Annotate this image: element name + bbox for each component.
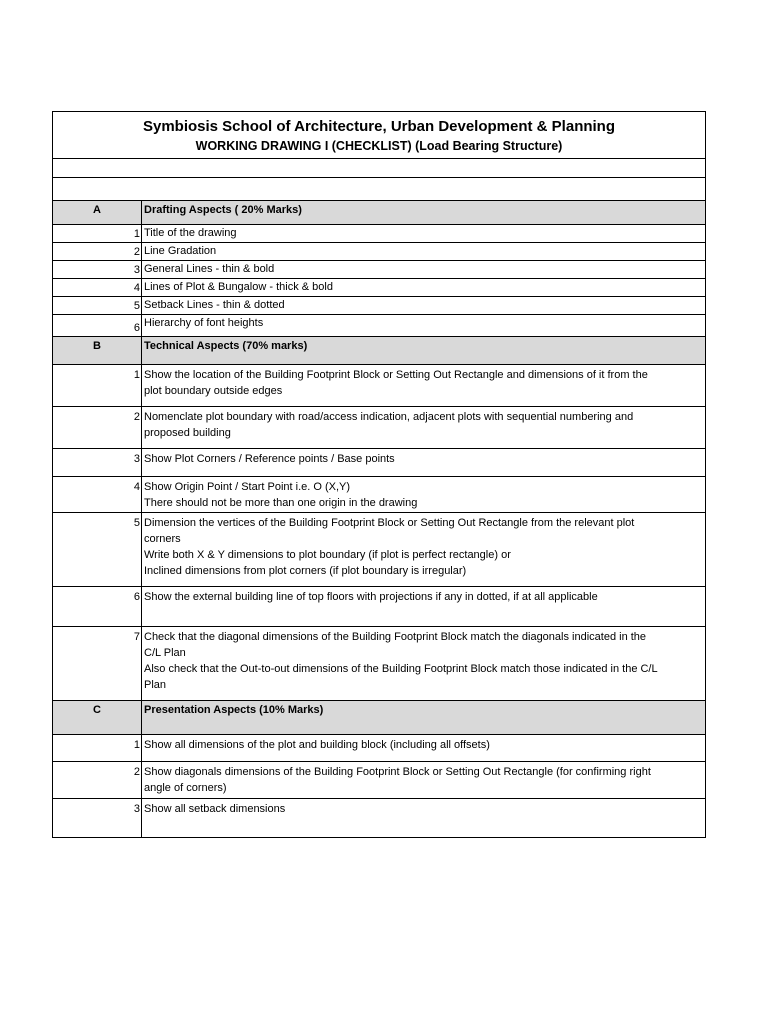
item-line: Hierarchy of font heights <box>144 317 264 329</box>
item-line: Show the external building line of top floors with projections if any in dotted, if at all applicable <box>144 591 598 603</box>
item-line: Line Gradation <box>144 245 217 257</box>
item-number: 4 <box>53 279 142 297</box>
item-number: 5 <box>53 513 142 587</box>
item-text <box>142 225 706 243</box>
checklist-row <box>53 735 706 762</box>
checklist-row <box>53 449 706 477</box>
item-line: C/L Plan <box>144 647 186 659</box>
section-row-b <box>53 337 706 365</box>
item-text <box>142 735 706 762</box>
title-cell <box>53 112 706 159</box>
item-number: 5 <box>53 297 142 315</box>
item-line: Also check that the Out-to-out dimensions of the Building Footprint Block match those indicated in the C/L <box>144 663 658 675</box>
item-line: Nomenclate plot boundary with road/access indication, adjacent plots with sequential numbering and <box>144 411 634 423</box>
item-line: angle of corners) <box>144 782 227 794</box>
item-line: Dimension the vertices of the Building Footprint Block or Setting Out Rectangle from the relevant plot <box>144 517 635 529</box>
checklist-row <box>53 261 706 279</box>
item-line: Show Plot Corners / Reference points / Base points <box>144 453 395 465</box>
item-line: Lines of Plot & Bungalow - thick & bold <box>144 281 333 293</box>
item-text <box>142 627 706 701</box>
section-letter: A <box>53 201 142 225</box>
item-line: Title of the drawing <box>144 227 237 239</box>
item-text <box>142 449 706 477</box>
item-text <box>142 315 706 337</box>
blank-cell <box>53 178 706 201</box>
item-text <box>142 407 706 449</box>
blank-cell <box>53 159 706 178</box>
item-line: proposed building <box>144 427 231 439</box>
item-number: 1 <box>53 735 142 762</box>
item-text <box>142 243 706 261</box>
item-number: 3 <box>53 261 142 279</box>
item-text <box>142 279 706 297</box>
section-title: Presentation Aspects (10% Marks) <box>142 701 706 735</box>
document-subtitle: WORKING DRAWING I (CHECKLIST) (Load Bearing Structure) <box>195 139 563 153</box>
item-line: Show all dimensions of the plot and building block (including all offsets) <box>144 739 490 751</box>
item-text <box>142 587 706 627</box>
item-number: 2 <box>53 762 142 799</box>
item-line: Write both X & Y dimensions to plot boundary (if plot is perfect rectangle) or <box>144 549 511 561</box>
item-number: 2 <box>53 407 142 449</box>
checklist-row <box>53 477 706 513</box>
blank-row <box>53 159 706 178</box>
checklist-row <box>53 799 706 838</box>
checklist-row <box>53 762 706 799</box>
item-text <box>142 261 706 279</box>
item-number: 7 <box>53 627 142 701</box>
item-number: 6 <box>53 587 142 627</box>
item-line: Setback Lines - thin & dotted <box>144 299 285 311</box>
checklist-row <box>53 587 706 627</box>
item-text <box>142 477 706 513</box>
checklist-row <box>53 407 706 449</box>
item-line: Inclined dimensions from plot corners (if plot boundary is irregular) <box>144 565 467 577</box>
section-letter: B <box>53 337 142 365</box>
checklist-row <box>53 243 706 261</box>
item-line: General Lines - thin & bold <box>144 263 275 275</box>
item-line: plot boundary outside edges <box>144 385 283 397</box>
checklist-row <box>53 315 706 337</box>
section-row-c <box>53 701 706 735</box>
section-title: Drafting Aspects ( 20% Marks) <box>142 201 706 225</box>
section-letter: C <box>53 701 142 735</box>
item-text <box>142 762 706 799</box>
section-title: Technical Aspects (70% marks) <box>142 337 706 365</box>
item-line: There should not be more than one origin in the drawing <box>144 497 418 509</box>
checklist-row <box>53 513 706 587</box>
item-text <box>142 513 706 587</box>
section-row-a <box>53 201 706 225</box>
item-number: 1 <box>53 365 142 407</box>
item-line: Show the location of the Building Footprint Block or Setting Out Rectangle and dimensions of it from the <box>144 369 648 381</box>
checklist-row <box>53 279 706 297</box>
item-line: Show Origin Point / Start Point i.e. O (X,Y) <box>144 481 351 493</box>
item-number: 3 <box>53 449 142 477</box>
item-number: 3 <box>53 799 142 838</box>
document-title: Symbiosis School of Architecture, Urban Development & Planning <box>142 118 616 135</box>
title-row <box>53 112 706 159</box>
item-number: 1 <box>53 225 142 243</box>
checklist-row <box>53 627 706 701</box>
checklist-row <box>53 297 706 315</box>
checklist-row <box>53 225 706 243</box>
blank-row <box>53 178 706 201</box>
item-line: corners <box>144 533 181 545</box>
item-text <box>142 365 706 407</box>
checklist-row <box>53 365 706 407</box>
item-line: Show diagonals dimensions of the Building Footprint Block or Setting Out Rectangle (for confirming right <box>144 766 651 778</box>
item-text <box>142 799 706 838</box>
item-number: 2 <box>53 243 142 261</box>
item-text <box>142 297 706 315</box>
item-number: 4 <box>53 477 142 513</box>
checklist-table <box>52 111 706 838</box>
item-line: Plan <box>144 679 167 691</box>
item-number: 6 <box>53 315 142 337</box>
item-line: Show all setback dimensions <box>144 803 286 815</box>
item-line: Check that the diagonal dimensions of the Building Footprint Block match the diagonals indicated in the <box>144 631 647 643</box>
